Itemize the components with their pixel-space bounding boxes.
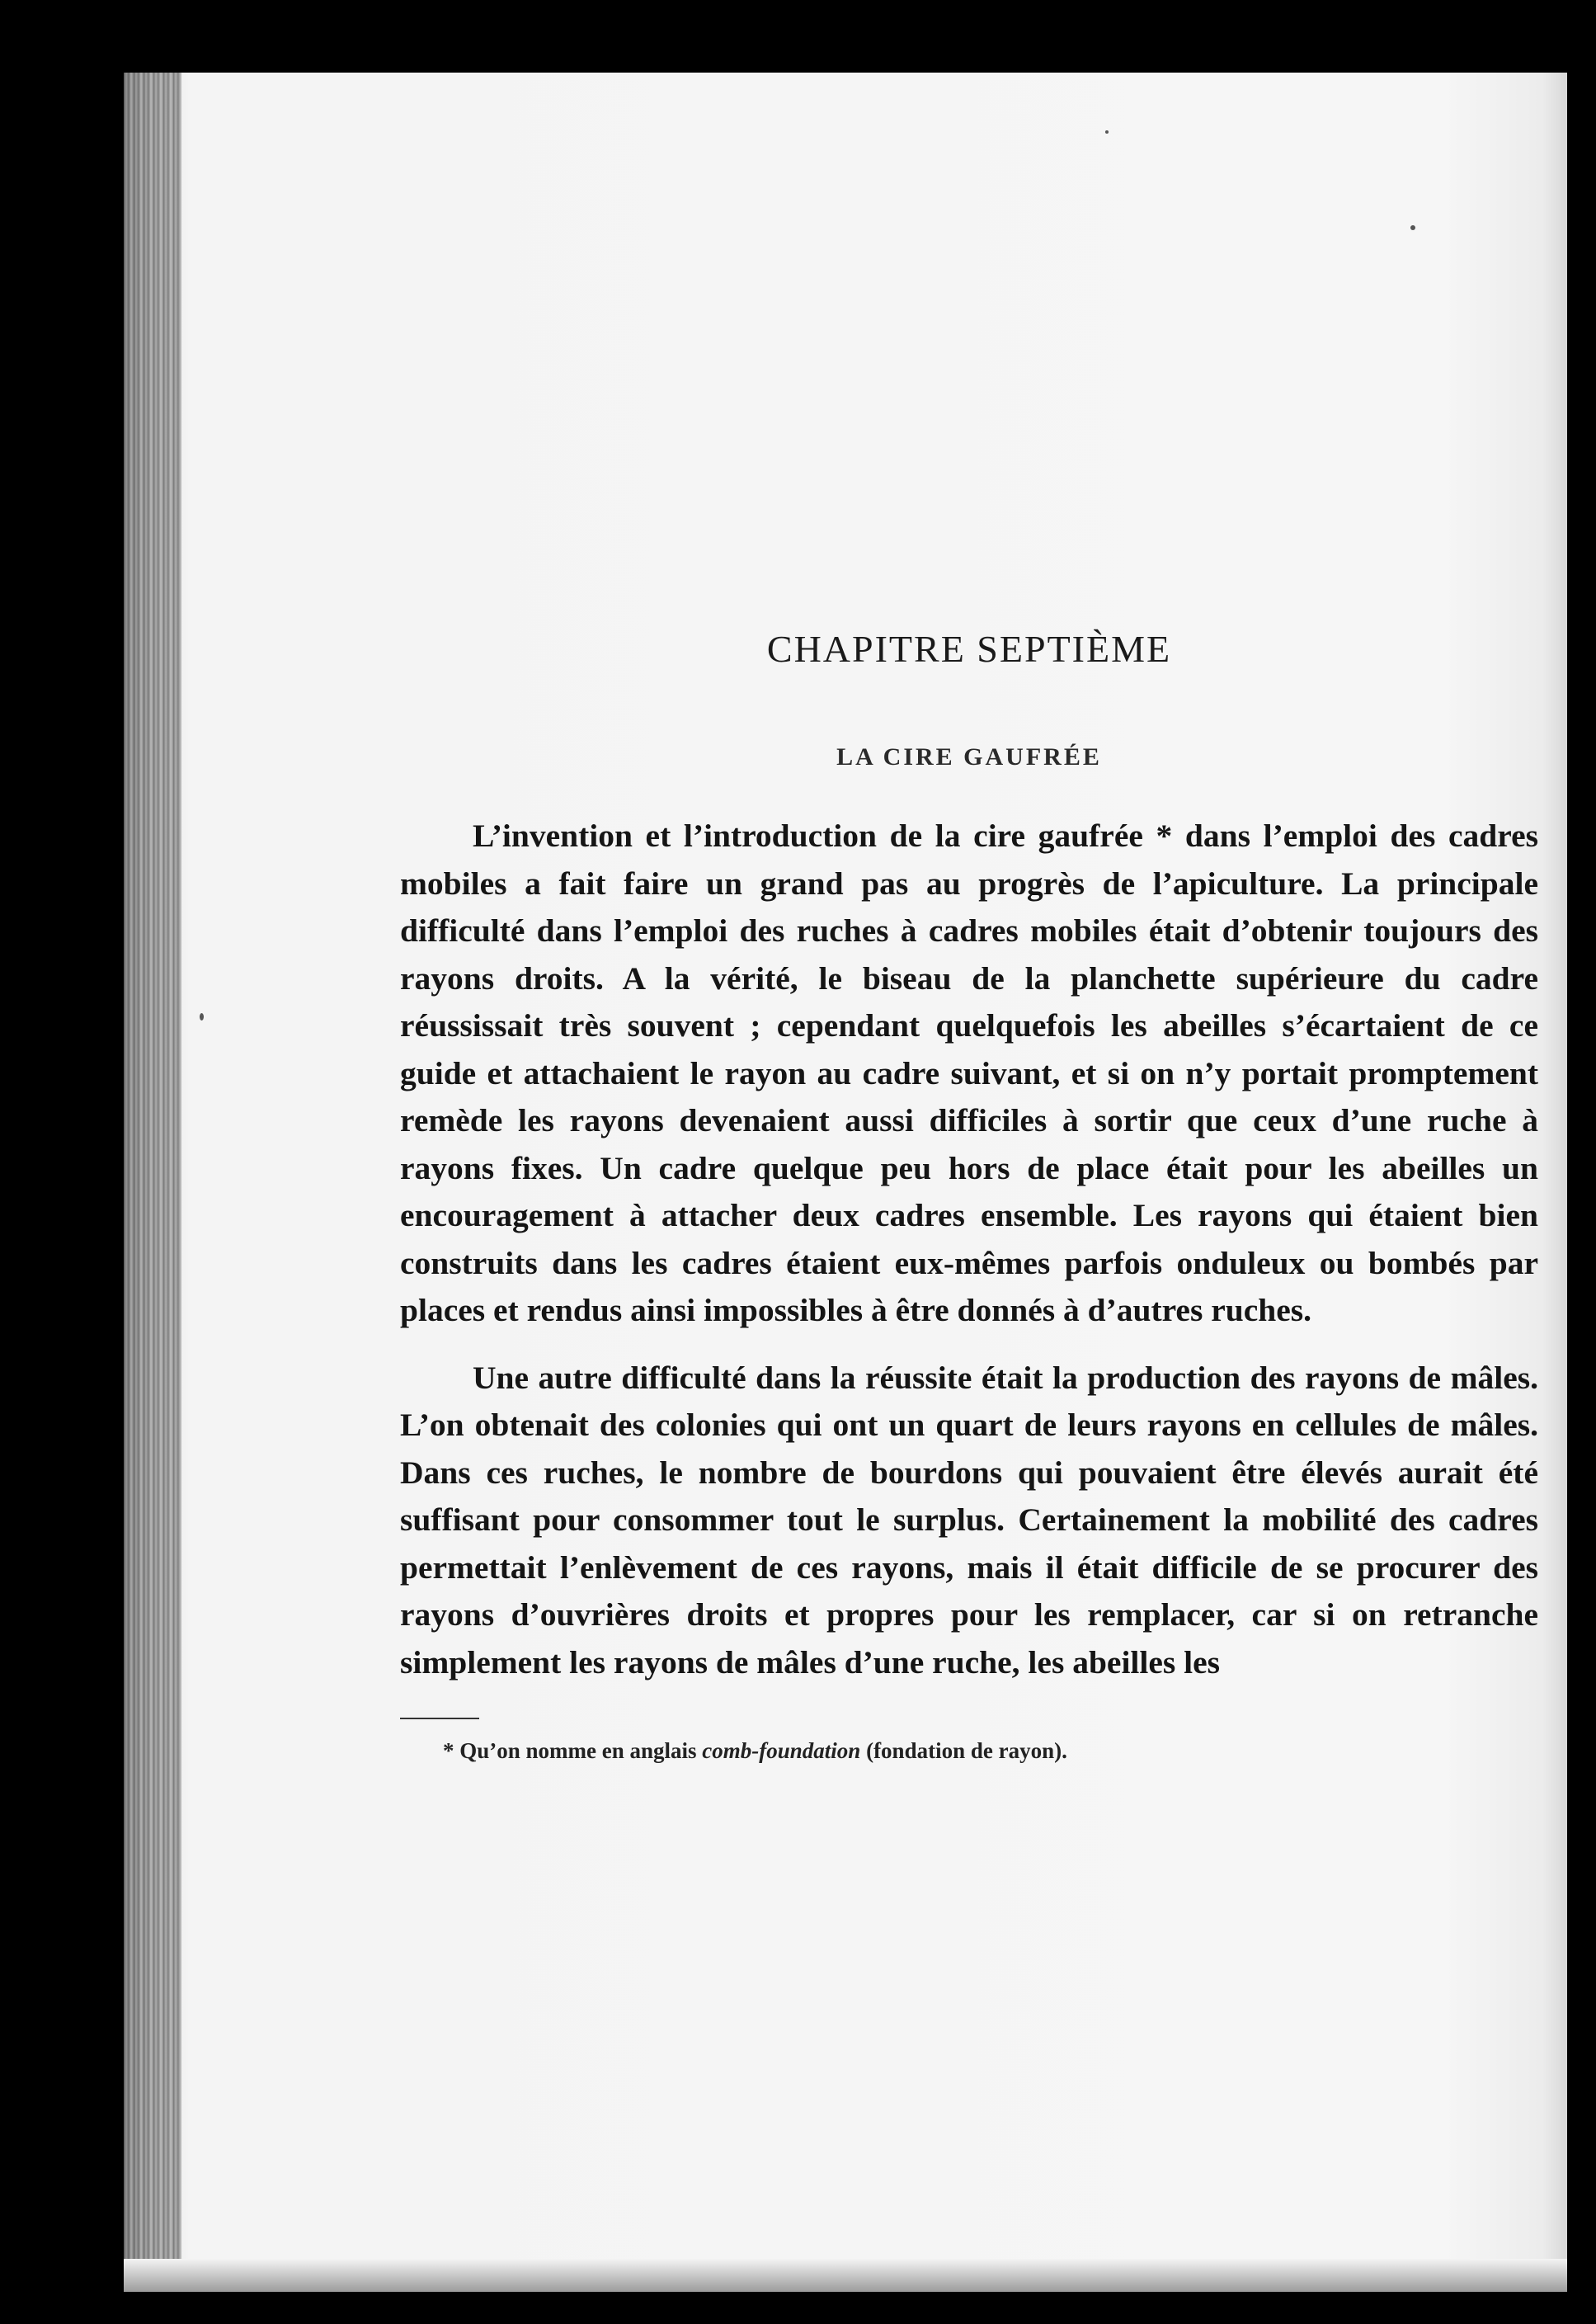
footnote-text-before: Qu’on nomme en anglais: [459, 1738, 697, 1763]
book-page: [124, 73, 1567, 2292]
footnote-term: comb-foundation: [702, 1738, 861, 1763]
page-content: [400, 543, 1538, 1767]
paragraph-1: L’invention et l’introduction de la cire gaufrée * dans l’emploi des cadres mobiles a fait faire un grand pas au progrès de l’apiculture. La principale difficulté dans l’emploi des ruches à cadres mobiles était d’obtenir toujours des rayons droits. A la vérité, le biseau de la planchette supérieure du cadre réussissait très souvent ; cependant quelquefois les abeilles s’écartaient de ce guide et attachaient le rayon au cadre suivant, et si on n’y portait promptement remède les rayons devenaient aussi difficiles à sortir que ceux d’une ruche à rayons fixes. Un cadre quelque peu hors de place était pour les abeilles un encouragement à attacher deux cadres ensemble. Les rayons qui étaient bien construits dans les cadres étaient eux-mêmes parfois onduleux ou bombés par places et rendus ainsi impossibles à être donnés à d’autres ruches.: [400, 818, 1538, 1328]
footnote-text-after: (fondation de rayon).: [866, 1738, 1067, 1763]
footnote-marker: *: [443, 1738, 454, 1763]
footnote: [443, 1734, 1538, 1767]
footnote-divider: [400, 1718, 479, 1719]
page-bottom-shadow: [124, 2259, 1567, 2292]
paragraph-2: Une autre difficulté dans la réussite était la production des rayons de mâles. L’on obtenait des colonies qui ont un quart de leurs rayons en cellules de mâles. Dans ces ruches, le nombre de bourdons qui pouvaient être élevés aurait été suffisant pour consommer tout le surplus. Certainement la mobilité des cadres permettait l’enlèvement de ces rayons, mais il était difficile de se procurer des rayons d’ouvrières droits et propres pour les remplacer, car si on retranche simplement les rayons de mâles d’une ruche, les abeilles les: [400, 1359, 1538, 1681]
scan-speck: [1410, 225, 1415, 230]
section-title: LA CIRE GAUFRÉE: [836, 743, 1102, 771]
page-binding-edge: [124, 73, 181, 2292]
scan-speck: [1105, 130, 1109, 134]
scan-speck: [200, 1013, 204, 1021]
chapter-title: CHAPITRE SEPTIÈME: [766, 628, 1172, 670]
